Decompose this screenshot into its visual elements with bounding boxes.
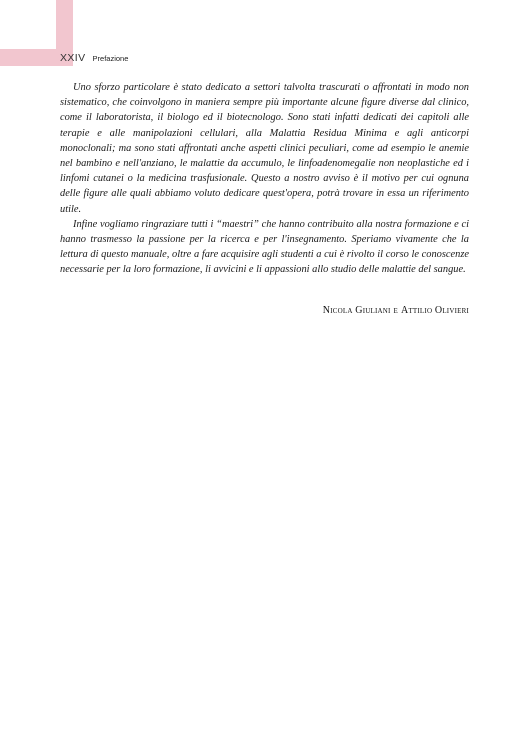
body-text [60,80,469,278]
header-accent-band [0,49,56,66]
author-name: Attilio Olivieri [401,305,469,316]
signature [323,305,469,316]
author-conjunction: e [393,305,399,316]
author-name: Nicola Giuliani [322,305,391,316]
running-head [60,50,128,66]
paragraph: Uno sforzo particolare è stato dedicato a settori talvolta trascurati o affrontati in modo non sistematico, che coinvolgono in maniera sempre più importante alcune figure diverse dal clinico, come il laboratorista, il biologo ed il biotecnologo. Sono stati infatti dedicati dei capitoli alle terapie e alle manipolazioni cellulari, alla Malattia Residua Minima e agli anticorpi monoclonali; ma sono stati affrontati anche aspetti clinici peculiari, come ad esempio le anemie nel bambino e nell'anziano, le malattie da accumulo, le linfoadenomegalie non neoplastiche ed i linfomi cutanei o la medicina trasfusionale. Questo a nostro avviso è il motivo per cui ognuna delle figure alle quali abbiamo voluto dedicare quest'opera, potrà trovare in essa un riferimento utile. [60,82,469,215]
section-title: Prefazione [92,53,129,63]
paragraph: Infine vogliamo ringraziare tutti i “maestri” che hanno contribuito alla nostra formazione e ci hanno trasmesso la passione per la ricerca e per l'insegnamento. Speriamo vivamente che la lettura di questo manuale, oltre a fare acquisire agli studenti a cui è rivolto il corso le conoscenze necessarie per la loro formazione, li avvicini e li appassioni allo studio delle malattie del sangue. [60,218,469,276]
page-number: XXIV [60,52,86,64]
